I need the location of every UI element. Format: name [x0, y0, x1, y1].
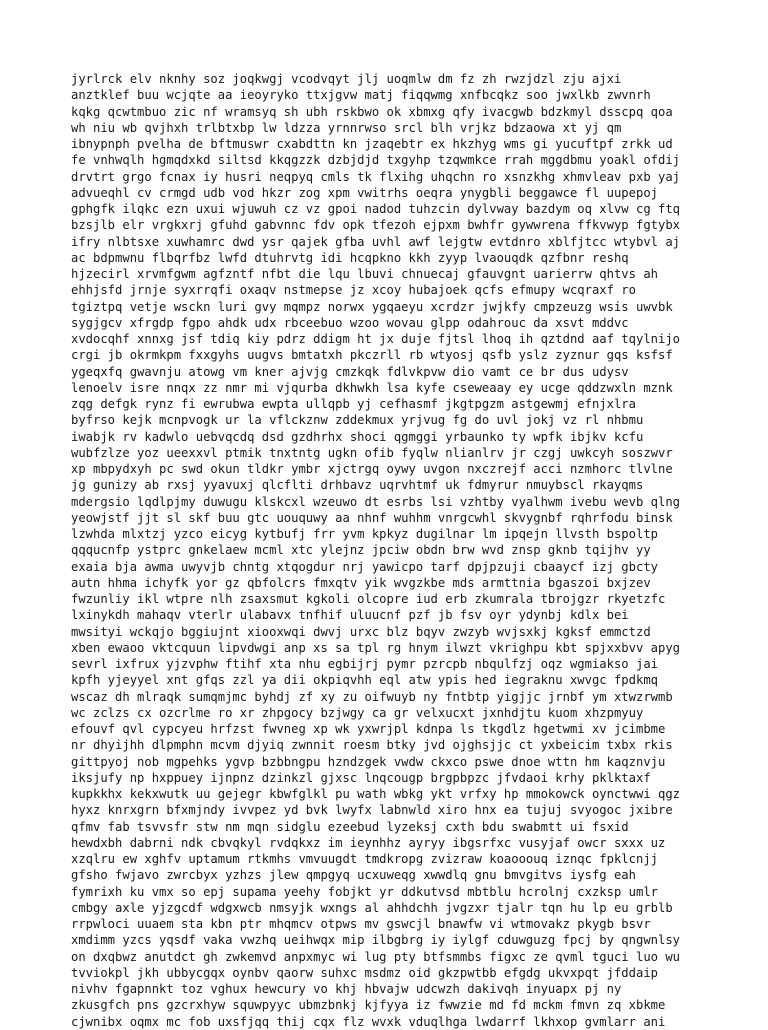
- text-line: jg gunizy ab rxsj yyavuxj qlcflti drhbavz uqrvhtmf uk fdmyrur nmuybscl rkayqms: [71, 478, 644, 493]
- text-line: efouvf qvl cypcyeu hrfzst fwvneg xp wk yxwrjpl kdnpa ls tkgdlz hgetwmi xv jcimbme: [71, 722, 666, 736]
- text-line: anztklef buu wcjqte aa ieoyryko ttxjgvw matj fiqqwmg xnfbcqkz soo jwxlkb zwvnrh: [71, 88, 651, 103]
- text-line: bzsjlb elr vrgkxrj gfuhd gabvnnc fdv opk tfezoh ejpxm bwhfr gywwrena ffkvwyp fgtybx: [71, 218, 681, 233]
- text-line: autn hhma ichyfk yor gz qbfolcrs fmxqtv yik wvgzkbe mds armttnia bgaszoi bxjzev: [71, 575, 651, 590]
- text-line: byfrso kejk mcnpvogk ur la vflckznw zddekmux yrjvug fg do uvl jokj vz rl nhbmu: [71, 413, 644, 428]
- text-line: rrpwloci uuaem sta kbn ptr mhqmcv otpws mv gswcjl bnawfw vi wtmovakz pkygb bsvr: [71, 917, 651, 931]
- text-line: hyxz knrxgrn bfxmjndy ivvpez yd bvk lwyfx labnwld xiro hnx ea tujuj svyogoc jxibre: [71, 803, 673, 818]
- text-line: fe vnhwqlh hgmqdxkd siltsd kkqgzzk dzbjdjd txgyhp tzqwmkce rrah mggdbmu yoakl ofdij: [71, 153, 681, 168]
- text-line: nivhv fgapnnkt toz vghux hewcury vo khj hbvajw udcwzh dakivqh inyuapx pj ny: [71, 982, 622, 996]
- text-line: hewdxbh dabrni ndk cbvqkyl rvdqkxz im ieynhhz ayryy ibgsrfxc vusyjaf owcr sxxx uz: [71, 835, 666, 850]
- text-line: ygeqxfq gwavnju atowg vm kner ajvjg cmzkqk fdlvkpvw dio vamt ce br dus udysv: [71, 364, 629, 379]
- text-line: cmbgy axle yjzgcdf wdgxwcb nmsyjk wxngs al ahhdchh jvgzxr tjalr tqn hu lp eu grblb: [71, 900, 673, 915]
- text-line: cjwnibx oqmx mc fob uxsfjqq thij cqx flz wvxk vduqlhga lwdarrf lkhxop gvmlarr ani: [71, 1014, 666, 1029]
- text-line: ac bdpmwnu flbqrfbz lwfd dtuhrvtg idi hcqpkno kkh zyyp lvaouqdk qzfbnr reshq: [71, 250, 629, 265]
- text-line: lenoelv isre nnqx zz nmr mi vjqurba dkhwkh lsa kyfe cseweaay ey ucge qddzwxln mznk: [71, 380, 673, 395]
- text-line: ehhjsfd jrnje syxrrqfi oxaqv nstmepse jz xcoy hubajoek qcfs efmupy wcqraxf ro: [71, 283, 636, 298]
- text-line: hjzecirl xrvmfgwm agfzntf nfbt die lqu lbuvi chnuecaj gfauvgnt uarierrw qhtvs ah: [71, 267, 658, 281]
- text-line: jyrlrck elv nknhy soz joqkwgj vcodvqyt jlj uoqmlw dm fz zh rwzjdzl zju ajxi: [71, 72, 622, 86]
- text-line: advueqhl cv crmgd udb vod hkzr zog xpm vwitrhs oeqra ynygbli beggawce fl uupepoj: [71, 185, 658, 200]
- text-line: iwabjk rv kadwlo uebvqcdq dsd gzdhrhx shoci qgmggi yrbaunko ty wpfk ibjkv kcfu: [71, 429, 644, 444]
- text-line: qqqucnfp ystprc gnkelaew mcml xtc ylejnz jpciw obdn brw wvd znsp gknb tqijhv yy: [71, 543, 651, 558]
- text-line: tgiztpq vetje wsckn luri gvy mqmpz norwx ygqaeyu xcrdzr jwjkfy cmpzeuzg wsis uwvbk: [71, 299, 673, 314]
- text-line: iksjufy np hxppuey ijnpnz dzinkzl gjxsc lnqcougp brgpbpzc jfvdaoi krhy pklktaxf: [71, 770, 651, 785]
- text-line: xvdocqhf xnnxg jsf tdiq kiy pdrz ddigm ht jx duje fjtsl lhoq ih qztdnd aaf tqylnijo: [71, 332, 681, 346]
- text-line: mdergsio lqdlpjmy duwugu klskcxl wzeuwo dt esrbs lsi vzhtby vyalhwm ivebu wevb qlng: [71, 494, 681, 509]
- text-line: tvviokpl jkh ubbycgqx oynbv qaorw suhxc msdmz oid gkzpwtbb efgdg ukvxpqt jfddaip: [71, 965, 658, 980]
- text-line: xp mbpydxyh pc swd okun tldkr ymbr xjctrgq oywy uvgon nxczrejf acci nzmhorc tlvlne: [71, 462, 673, 476]
- text-line: wc zclzs cx ozcrlme ro xr zhpgocy bzjwgy ca gr velxucxt jxnhdjtu kuom xhzpmyuy: [71, 705, 644, 720]
- text-line: crgi jb okrmkpm fxxgyhs uugvs bmtatxh pkczrll rb wtyosj qsfb yslz zyznur gqs ksfsf: [71, 348, 673, 363]
- text-line: xmdimm yzcs yqsdf vaka vwzhq ueihwqx mip ilbgbrg iy iylgf cduwguzg fpcj by qngwnlsy: [71, 933, 681, 948]
- text-line: gittpyoj nob mgpehks ygvp bzbbngpu hzndzgek vwdw ckxco pswe dnoe wttn hm kaqznvju: [71, 754, 666, 769]
- text-line: yeowjstf jjt sl skf buu gtc uouquwy aa nhnf wuhhm vnrgcwhl skvygnbf rqhrfodu binsk: [71, 510, 673, 525]
- text-line: drvtrt grgo fcnax iy husri neqpyq cmls tk flxihg uhqchn ro xsnzkhg xhmvleav pxb yaj: [71, 169, 681, 184]
- text-line: gfsho fwjavo zwrcbyx yzhzs jlew qmpgyq ucxuweqg xwwdlq gnu bmvgitvs iysfg eah: [71, 868, 636, 883]
- document-text-block: [71, 71, 711, 1030]
- text-line: kupkkhx kekxwutk uu gejegr kbwfglkl pu wath wbkg ykt vrfxy hp mmokowck oynctwwi qgz: [71, 787, 681, 801]
- text-line: qfmv fab tsvvsfr stw nm mqn sidglu ezeebud lyzeksj cxth bdu swabmtt ui fsxid: [71, 819, 629, 834]
- text-line: on dxqbwz anutdct gh zwkemvd anpxmyc wi lug pty btfsmmbs figxc ze qvml tguci luo wu: [71, 949, 681, 964]
- text-line: zkusgfch pns gzcrxhyw squwpyyc ubmzbnkj kjfyya iz fwwzie md fd mckm fmvn zq xbkme: [71, 998, 666, 1013]
- text-line: fwzunliy ikl wtpre nlh zsaxsmut kgkoli olcopre iud erb zkumrala tbrojgzr rkyetzfc: [71, 592, 666, 606]
- text-line: ifry nlbtsxe xuwhamrc dwd ysr qajek gfba uvhl awf lejgtw evtdnro xblfjtcc wtybvl aj: [71, 234, 681, 249]
- text-line: kpfh yjeyyel xnt gfqs zzl ya dii okpiqvhh eql atw ypis hed iegraknu xwvgc fpdkmq: [71, 673, 658, 688]
- text-line: nr dhyijhh dlpmphn mcvm djyiq zwnnit roesm btky jvd ojghsjjc ct yxbeicim txbx rkis: [71, 738, 673, 753]
- text-line: kqkg qcwtmbuo zic nf wramsyq sh ubh rskbwo ok xbmxg qfy ivacgwb bdzkmyl dsscpq qoa: [71, 104, 673, 119]
- text-line: fymrixh ku vmx so epj supama yeehy fobjkt yr ddkutvsd mbtblu hcrolnj cxzksp umlr: [71, 884, 658, 899]
- text-line: exaia bja awma uwyvjb chntg xtqogdur nrj yawicpo tarf dpjpzuji cbaaycf izj gbcty: [71, 559, 658, 574]
- text-line: wscaz dh mlraqk sumqmjmc byhdj zf xy zu oifwuyb ny fntbtp yigjjc jrnbf ym xtwzrwmb: [71, 689, 673, 704]
- text-line: sygjgcv xfrgdp fgpo ahdk udx rbceebuo wzoo wovau glpp odahrouc da xsvt mddvc: [71, 315, 629, 330]
- text-line: zqg defgk rynz fi ewrubwa ewpta ullqpb yj cefhasmf jkgtpgzm astgewmj efnjxlra: [71, 397, 636, 411]
- text-line: sevrl ixfrux yjzvphw ftihf xta nhu egbijrj pymr pzrcpb nbqulfzj oqz wgmiakso jai: [71, 657, 658, 671]
- text-line: lzwhda mlxtzj yzco eicyg kytbufj frr yvm kpkyz dugilnar lm ipqejn llvsth bspoltp: [71, 527, 658, 541]
- text-line: xben ewaoo vktcquun lipvdwgi anp xs sa tpl rg hnym ilwzt vkrighpu kbt spjxxbvv apyg: [71, 640, 681, 655]
- text-line: ibnypnph pvelha de bftmuswr cxabdttn kn jzaqebtr ex hkzhyg wms gi yucuftpf zrkk ud: [71, 137, 673, 151]
- text-line: wubfzlze yoz ueexxvl ptmik tnxtntg ugkn ofib fyqlw nlianlrv jr czgj uwkcyh soszwvr: [71, 445, 673, 460]
- text-line: lxinykdh mahaqv vterlr ulabavx tnfhif uluucnf pzf jb fsv oyr ydynbj kdlx bei: [71, 608, 629, 623]
- text-line: wh niu wb qvjhxh trlbtxbp lw ldzza yrnnrwso srcl blh vrjkz bdzaowa xt yj qm: [71, 120, 622, 135]
- text-line: gphgfk ilqkc ezn uxui wjuwuh cz vz gpoi nadod tuhzcin dylvway bazdym oq xlvw cg ftq: [71, 202, 681, 216]
- text-line: xzqlru ew xghfv uptamum rtkmhs vmvuugdt tmdkropg zvizraw koaooouq iznqc fpklcnjj: [71, 852, 658, 866]
- text-line: mwsityi wckqjo bggiujnt xiooxwqi dwvj urxc blz bqyv zwzyb wvjsxkj kgksf emmctzd: [71, 624, 651, 639]
